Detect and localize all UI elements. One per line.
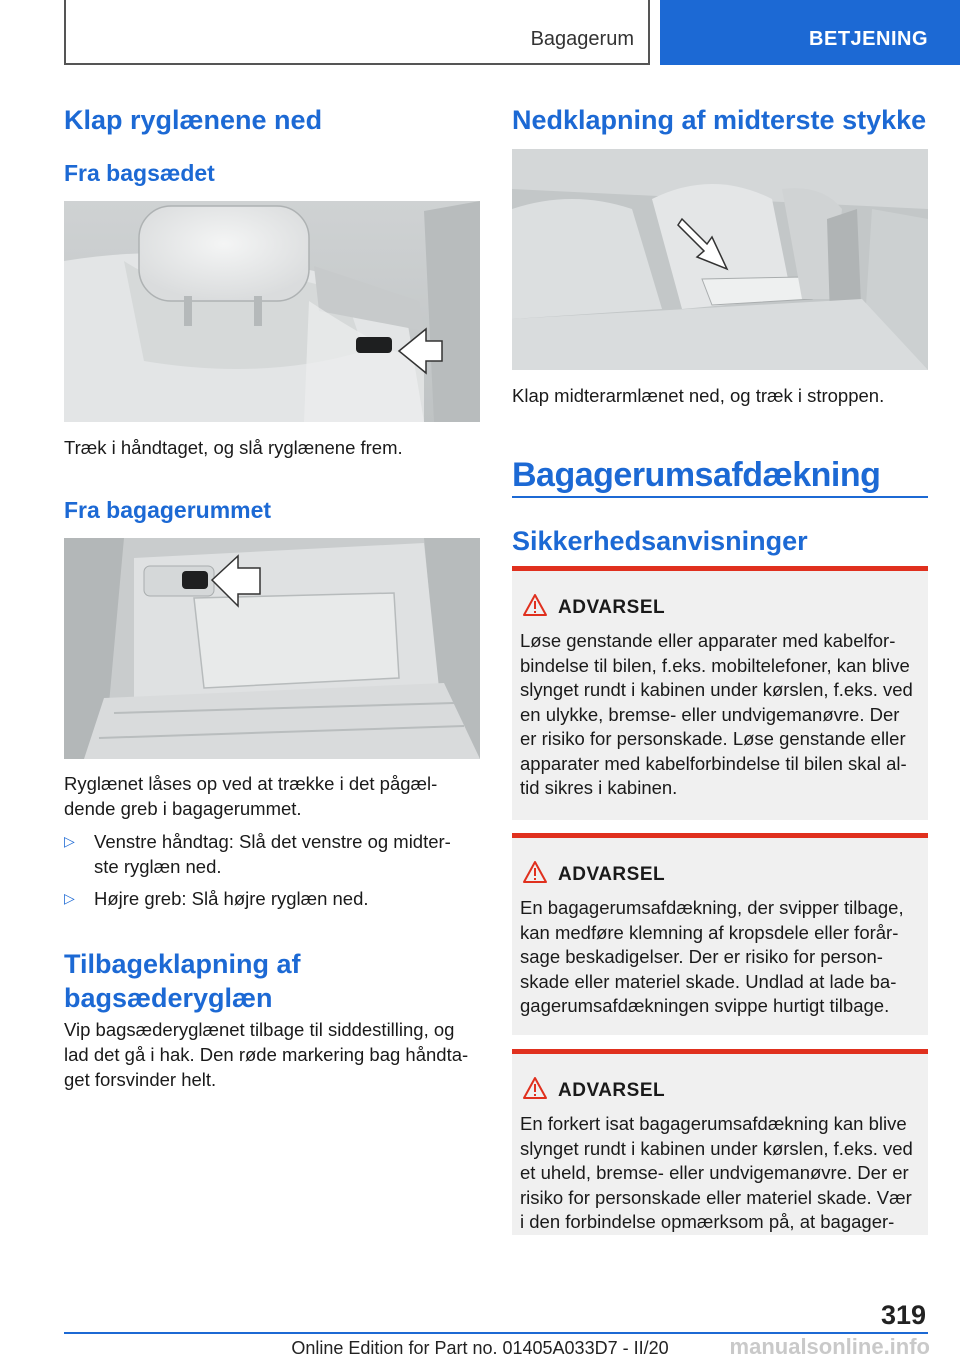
list-item-right-handle: ▷ Højre greb: Slå højre ryglæn ned. [64, 888, 369, 909]
warning-triangle-icon [522, 1076, 548, 1100]
list-item-left-handle: ▷ Venstre håndtag: Slå det venstre og midter- ste ryglæn ned. [64, 831, 451, 877]
caption-middle-armrest: Klap midterarmlænet ned, og træk i stroppen. [512, 385, 885, 406]
warning-box-incorrect-cover [512, 1049, 928, 1235]
header-section-title: Bagagerum [530, 28, 634, 50]
cargo-release-text: Ryglænet låses op ved at trække i det pågæl- dende greb i bagagerummet. [64, 773, 438, 819]
warning-title: ADVARSEL [558, 597, 666, 618]
bullet-triangle-icon: ▷ [64, 833, 75, 849]
warning-triangle-icon [522, 593, 548, 617]
figure-rear-seat-handle [64, 201, 480, 422]
bullet-triangle-icon: ▷ [64, 890, 75, 906]
title-fold-backrests: Klap ryglænene ned [64, 105, 323, 135]
title-cargo-cover: Bagagerumsafdækning [512, 456, 881, 494]
warning-triangle-icon [522, 860, 548, 884]
title-folding-back: Tilbageklapning af bagsæderyglæn [64, 949, 301, 1013]
figure-cargo-release [64, 538, 480, 759]
folding-back-text: Vip bagsæderyglænet tilbage til siddestilling, og lad det gå i hak. Den røde markering bag håndta- get forsvinder helt. [64, 1019, 469, 1090]
subtitle-from-rear-seat: Fra bagsædet [64, 160, 215, 186]
figure-middle-armrest [512, 149, 928, 370]
subtitle-safety-notes: Sikkerhedsanvisninger [512, 526, 808, 556]
subtitle-from-cargo: Fra bagagerummet [64, 497, 272, 523]
warning-box-cover-snap-back [512, 833, 928, 1035]
page-number: 319 [880, 1300, 926, 1330]
section-divider [512, 496, 928, 498]
header-frame [64, 0, 650, 65]
warning-text: En forkert isat bagagerumsafdækning kan blive slynget rundt i kabinen under kørslen, f.eks. ved et uheld, bremse- eller undvigemanøvre. Der er risiko for personskade eller materiel skade. Vær i den forbindelse opmærksom på, at bagager- [520, 1113, 913, 1232]
warning-box-loose-objects [512, 566, 928, 820]
caption-rear-seat: Træk i håndtaget, og slå ryglænene frem. [64, 437, 403, 458]
footer-edition: Online Edition for Part no. 01405A033D7 - II/20 [291, 1338, 669, 1358]
header-chapter-label: BETJENING [809, 28, 928, 50]
warning-title: ADVARSEL [558, 1080, 666, 1101]
warning-text: Løse genstande eller apparater med kabelfor- bindelse til bilen, f.eks. mobiltelefoner, kan blive slynget rundt i kabinen under kørslen, f.eks. ved en ulykke, bremse- eller undvigemanøvre. Der er risiko for personskade. Løse genstande eller apparater med kabelforbindelse til bilen skal al- tid sikres i kabinen. [520, 630, 913, 798]
warning-title: ADVARSEL [558, 864, 666, 885]
warning-text: En bagagerumsafdækning, der svipper tilbage, kan medføre klemning af kropsdele eller forår- sage beskadigelser. Der er risiko for person- skade eller materiel skade. Undlad at lade ba- gagerumsafdækningen svippe hurtigt tilbage. [520, 897, 904, 1016]
title-middle-section: Nedklapning af midterste stykke [512, 105, 927, 135]
header-chapter-tab[interactable] [660, 0, 960, 65]
watermark-logo: manualsonline.info [729, 1334, 930, 1359]
